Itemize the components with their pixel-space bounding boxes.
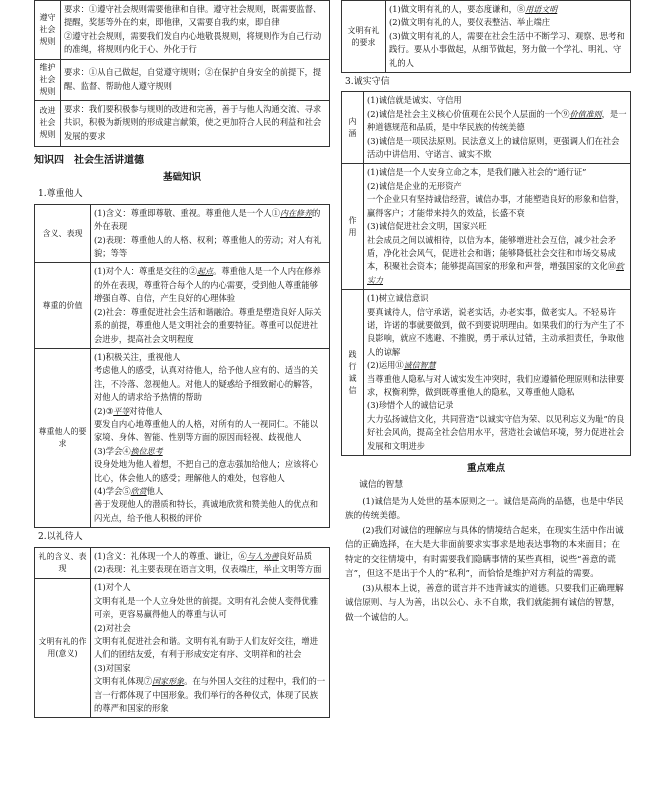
- row-line: (2)③平等对待他人: [94, 405, 163, 416]
- row-line: 大力弘扬诚信文化，共同营造“以诚实守信为荣、以见利忘义为耻”的良好社会风尚，提高全社会信用水平，营造社会诚信环境，努力促进社会发展和文明进步: [367, 413, 625, 451]
- blank-answer: 软实力: [367, 262, 624, 285]
- row-line: 善于发现他人的潜质和特长，真诚地欣赏和赞美他人的优点和闪光点，给予他人积极的评价: [94, 499, 319, 523]
- row-body: [61, 100, 330, 146]
- row-body: [364, 290, 631, 456]
- table-row: [35, 1, 330, 60]
- section-title: 1.尊重他人: [38, 189, 83, 200]
- row-body: [364, 92, 631, 164]
- row-line: 社会成员之间以诚相待，以信为本，能够增进社会互信，减少社会矛盾，净化社会风气，促进社会和谐；能够降低社会交往和市场交易成本，积聚社会资本；能够提高国家的形象和声誉，增强国家的文化⑩软实力: [367, 234, 624, 285]
- row-line: 要求：我们要积极参与规则的改进和完善，善于与他人沟通交流、寻求共识，积极为新规则的形成建言献策，使之更加符合人民的利益和社会发展的要求: [64, 104, 322, 141]
- civil-requirements-table: [341, 0, 631, 73]
- blank-answer: 与人为善: [246, 551, 279, 561]
- table-row: [35, 547, 330, 579]
- row-line: (1)对个人：尊重是交往的②起点。尊重他人是一个人内在修养的外在表现，尊重符合每个人的内心需要，受到他人尊重能够增强自尊、自信，产生良好的心理体验: [94, 266, 321, 304]
- row-body: [91, 579, 330, 718]
- row-line: (3)珍惜个人的诚信记录: [367, 400, 454, 411]
- table-row: [35, 348, 330, 527]
- row-body: [61, 59, 330, 100]
- row-label: 礼的含义、表现: [35, 547, 91, 579]
- blank-answer: 国家形象: [152, 677, 185, 687]
- paragraph: (3)从根本上说，善意的谎言并不违背诚实的道德。只要我们正确理解诚信原则、与人为善，出以公心、永不自欺，我们就能拥有诚信的智慧，做一个诚信的人。: [345, 583, 624, 623]
- respect-table: [34, 204, 330, 528]
- table-row: [342, 290, 631, 456]
- row-body: [91, 263, 330, 348]
- row-label: 尊重他人的要求: [35, 348, 91, 527]
- blank-answer: 换位思考: [130, 446, 163, 456]
- row-line: (1)诚信就是诚实、守信用: [367, 95, 462, 106]
- row-line: 文明有礼是一个人立身处世的前提。文明有礼会使人变得优雅可亲，更容易赢得他人的尊重与认可: [94, 595, 319, 620]
- row-line: (1)积极关注，重视他人: [94, 351, 181, 362]
- row-body: [91, 204, 330, 263]
- table-row: [342, 1, 631, 73]
- table-row: [35, 59, 330, 100]
- row-line: (2)表现：尊重他人的人格、权利；尊重他人的劳动；对人有礼貌；等等: [94, 234, 322, 259]
- left-column: [34, 0, 330, 718]
- row-line: 要求：①遵守社会规则需要他律和自律。遵守社会规则，既需要监督、提醒，奖惩等外在约束，即他律，又需要自我约束，即自律: [64, 4, 322, 28]
- table-row: [35, 204, 330, 263]
- row-line: (1)树立诚信意识: [367, 293, 429, 304]
- row-line: (1)诚信是一个人安身立命之本，是我们融入社会的“通行证”: [367, 167, 587, 178]
- table-row: [35, 263, 330, 348]
- row-label: 作用: [342, 164, 364, 290]
- key-points-title: 重点难点: [466, 463, 505, 474]
- integrity-table: [341, 91, 631, 456]
- blank-answer: 起点: [197, 267, 214, 277]
- key-points-subtitle: 诚信的智慧: [359, 480, 403, 491]
- blank-answer: 诚信智慧: [403, 361, 436, 371]
- row-line: 要真诚待人，信守承诺，说老实话，办老实事，做老实人。不轻易许诺，许诺的事就要做到，做不到要说明理由。如果我们的行为产生了不良影响，就应不逃避、不推脱，勇于承认过错，主动承担责任，争取他人的谅解: [367, 306, 625, 357]
- row-body: [364, 164, 631, 290]
- row-line: (1)含义：礼体现一个人的尊重、谦让，⑥与人为善良好品质: [94, 550, 313, 561]
- row-line: (2)诚信是企业的无形资产: [367, 180, 462, 191]
- row-label: 内涵: [342, 92, 364, 164]
- row-line: (1)对个人: [94, 582, 131, 593]
- row-line: (1)做文明有礼的人，要态度谦和，⑧用语文明: [389, 4, 558, 14]
- row-line: 要发自内心地尊重他人的人格，对所有的人一视同仁。不能以家境、身体、智能、性别等方面的原因而轻视、歧视他人: [94, 418, 319, 443]
- table-row: [342, 92, 631, 164]
- rules-table: [34, 0, 330, 147]
- row-label: 含义、表现: [35, 204, 91, 263]
- section-title: 3.诚实守信: [345, 77, 390, 88]
- row-line: 设身处地为他人着想，不把自己的意志强加给他人；应该将心比心，体会他人的感受；理解他人的难处，包容他人: [94, 459, 319, 483]
- row-line: (2)诚信是社会主义核心价值观在公民个人层面的一个⑨价值准则，是一种道德规范和品质，是中华民族的传统美德: [367, 108, 627, 133]
- row-label: 维护社会规则: [35, 59, 61, 100]
- row-line: (4)学会⑤欣赏他人: [94, 485, 164, 496]
- basic-knowledge-title: 基础知识: [162, 172, 201, 184]
- row-line: 文明有礼促进社会和谐。文明有礼有助于人们友好交往，增进人们的团结友爱，有利于形成安定有序、文明祥和的社会: [94, 636, 319, 660]
- blank-answer: 内在修养: [280, 208, 312, 218]
- row-line: (2)社会：尊重促进社会生活和谐融洽。尊重是塑造良好人际关系的前提，尊重他人是文明社会的重要特征。尊重可以促进社会进步，提高社会文明程度: [94, 306, 322, 344]
- blank-answer: 平等: [113, 406, 130, 416]
- blank-answer: 用语文明: [525, 5, 558, 14]
- row-line: (3)学会④换位思考: [94, 445, 163, 456]
- row-body: [61, 1, 330, 60]
- row-line: 一个企业只有坚持诚信经营，诚信办事，才能塑造良好的形象和信誉，赢得客户；才能带来持久的效益，长盛不衰: [367, 194, 625, 218]
- row-label: 遵守社会规则: [35, 1, 61, 60]
- row-line: (2)对社会: [94, 622, 131, 633]
- row-body: [91, 348, 330, 527]
- row-label: 改进社会规则: [35, 100, 61, 146]
- courtesy-table: [34, 547, 330, 719]
- row-line: 文明有礼体现⑦国家形象。在与外国人交往的过程中，我们的一言一行都体现了中国形象。我们举行的各种仪式，体现了民族的尊严和国家的形象: [94, 676, 326, 714]
- row-line: (2)做文明有礼的人，要仪表整洁、举止端庄: [389, 17, 551, 28]
- row-body: [386, 1, 631, 73]
- row-label: 尊重的价值: [35, 263, 91, 348]
- paragraph: (1)诚信是为人处世的基本原则之一。诚信是高尚的品德，也是中华民族的传统美德。: [345, 496, 624, 522]
- blank-answer: 欣赏: [130, 486, 147, 496]
- table-row: [35, 579, 330, 718]
- row-line: (3)诚信是一项民法原则。民法意义上的诚信原则，更强调人们在社会活动中讲信用、守诺言、诚实不欺: [367, 135, 620, 160]
- row-label: 文明有礼的要求: [342, 1, 386, 73]
- blank-answer: 价值准则: [569, 109, 602, 119]
- row-body: [91, 547, 330, 579]
- row-line: 要求：①从自己做起，自觉遵守规则；②在保护自身安全的前提下，提醒、监督、帮助他人遵守规则: [64, 67, 322, 91]
- row-line: (2)运用⑪诚信智慧: [367, 360, 436, 371]
- row-line: 当尊重他人隐私与对人诚实发生冲突时，我们应遵循伦理原则和法律要求，权衡利弊，做到既尊重他人的隐私，又尊重他人隐私: [367, 373, 625, 397]
- right-column: [341, 0, 631, 625]
- table-row: [35, 100, 330, 146]
- row-line: (2)表现：礼主要表现在语言文明，仪表端庄，举止文明等方面: [94, 564, 322, 574]
- row-line: 考虑他人的感受，认真对待他人，给予他人应有的、适当的关注，不冷落、忽视他人。对他人的疑惑给予细致耐心的解答，对他人的请求给予热情的帮助: [94, 365, 319, 403]
- knowledge-title: 知识四 社会生活讲道德: [34, 154, 144, 166]
- section-title: 2.以礼待人: [38, 532, 83, 543]
- row-line: ②遵守社会规则，需要我们发自内心地敬畏规则，将规则作为自己行动的准绳，将规则内化于心、外化于行: [64, 30, 322, 55]
- table-row: [342, 164, 631, 290]
- row-label: 文明有礼的作用(意义): [35, 579, 91, 718]
- paragraph: (2)我们对诚信的理解应与具体的情境结合起来，在现实生活中作出诚信的正确选择，在大是大非面前要求实事求是地表达事物的本来面目；在特定的交往情境中，有时需要我们隐瞒事情的某些真相，说些“善意的谎言”，但这不是出于个人的“私利”，而恰恰是维护对方利益的需要。: [345, 525, 624, 580]
- row-line: (1)含义：尊重即尊敬、重视。尊重他人是一个人①内在修养的外在表现: [94, 207, 321, 232]
- row-line: (3)做文明有礼的人，需要在社会生活中不断学习、观察、思考和践行。要从小事做起，从细节做起，努力做一个学礼、明礼、守礼的人: [389, 30, 625, 68]
- row-line: (3)诚信促进社会文明，国家兴旺: [367, 221, 487, 232]
- row-line: (3)对国家: [94, 662, 131, 673]
- row-label: 践行诚信: [342, 290, 364, 456]
